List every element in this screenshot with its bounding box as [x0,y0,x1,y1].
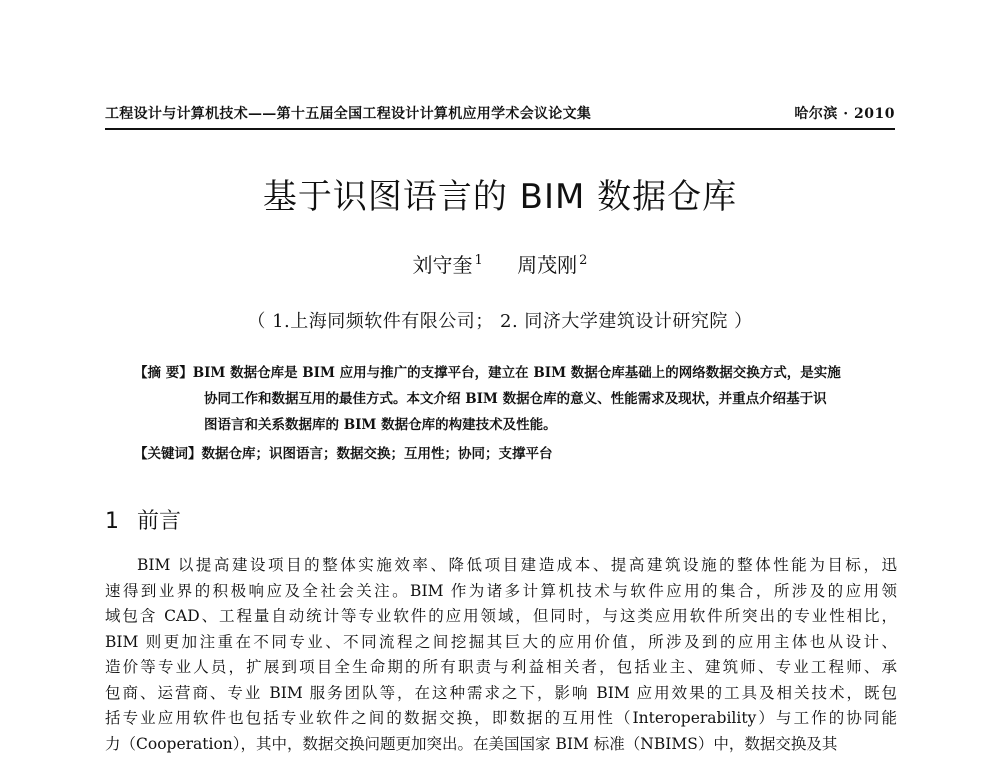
header-journal-title: 工程设计与计算机技术——第十五届全国工程设计计算机应用学术会议论文集 [105,106,592,122]
paper-title: 基于识图语言的 BIM 数据仓库 [262,177,738,217]
body-line: 力（Cooperation），其中，数据交换问题更加突出。在美国国家 BIM 标准（NBIMS）中，数据交换及其 [105,734,838,753]
abstract-label: 【摘 要】 [134,365,193,381]
body-line: 造价等专业人员，扩展到项目全生命期的所有职责与利益相关者，包括业主、建筑师、专业工程师、承 [105,658,897,676]
abstract-text-1: BIM 数据仓库是 BIM 应用与推广的支撑平台，建立在 BIM 数据仓库基础上的网络数据交换方式，是实施 [192,365,841,381]
author-1-affil-mark: 1 [474,253,483,268]
author-2 [517,253,587,277]
keywords-text: 数据仓库；识图语言；数据交换；互用性；协同；支撑平台 [201,446,553,462]
author-2-name: 周茂刚 [517,253,578,277]
body-line: 速得到业界的积极响应及全社会关注。BIM 作为诸多计算机技术与软件应用的集合，所涉及的应用领 [105,581,897,600]
body-line: 域包含 CAD、工程量自动统计等专业软件的应用领域，但同时，与这类应用软件所突出的专业性相比， [105,607,897,625]
section-title: 前言 [137,509,182,534]
author-2-affil-mark: 2 [579,253,588,268]
keywords-block [134,443,896,465]
abstract-line [134,412,896,438]
affiliations: （ 1.上海同频软件有限公司； 2. 同济大学建筑设计研究院 ） [247,311,753,332]
header-location-year: 哈尔滨 · 2010 [794,106,895,122]
body-line: 包商、运营商、专业 BIM 服务团队等，在这种需求之下，影响 BIM 应用效果的工具及相关技术，既包 [105,683,897,702]
abstract-block [134,360,896,438]
section-number: 1 [105,509,119,534]
body-line: 括专业应用软件也包括专业软件之间的数据交换，即数据的互用性（Interoperability）与工作的协同能 [105,709,897,727]
keywords-label: 【关键词】 [134,446,202,462]
author-1 [413,253,483,277]
running-header [105,105,895,123]
abstract-text-3: 图语言和关系数据库的 BIM 数据仓库的构建技术及性能。 [204,417,557,433]
body-line: BIM 以提高建设项目的整体实施效率、降低项目建造成本、提高建筑设施的整体性能为目标，迅 [137,556,897,574]
abstract-line [134,386,896,412]
section-heading [105,508,181,536]
abstract-text-2: 协同工作和数据互用的最佳方式。本文介绍 BIM 数据仓库的意义、性能需求及现状，并重点介绍基于识 [204,391,827,407]
header-rule [105,128,895,130]
author-list [0,252,1000,278]
abstract-line [134,360,896,386]
body-paragraph [105,553,897,757]
body-line: BIM 则更加注重在不同专业、不同流程之间挖掘其巨大的应用价值，所涉及到的应用主体也从设计、 [105,632,897,651]
author-1-name: 刘守奎 [412,253,473,277]
